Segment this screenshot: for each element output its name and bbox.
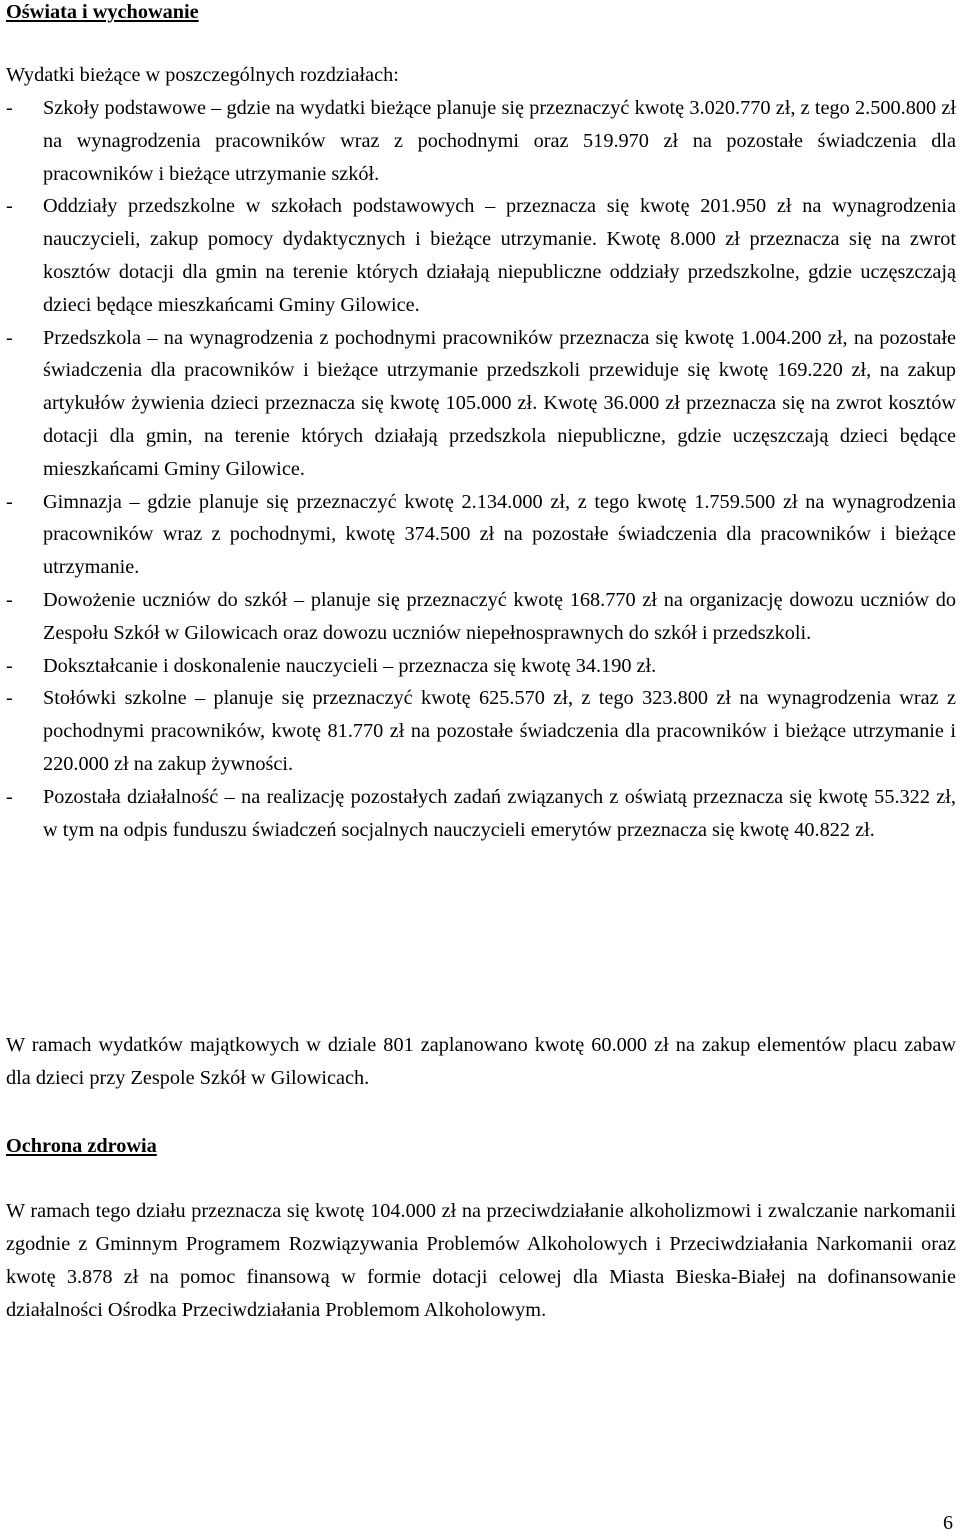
list-dash: - xyxy=(6,588,13,611)
section-heading-health: Ochrona zdrowia xyxy=(6,1135,157,1157)
list-dash: - xyxy=(6,195,13,218)
list-item xyxy=(6,781,956,847)
list-item-text: Pozostała działalność – na realizację pozostałych zadań związanych z oświatą przeznacza się kwotę 55.322 zł, w tym na odpis funduszu świadczeń socjalnych nauczycieli emerytów przeznacza się kwotę 40.822 zł. xyxy=(43,785,956,841)
list-dash: - xyxy=(6,785,13,808)
list-item xyxy=(6,650,956,683)
list-item-text: Przedszkola – na wynagrodzenia z pochodnymi pracowników przeznacza się kwotę 1.004.200 zł, na pozostałe świadczenia dla pracowników i bieżące utrzymanie przedszkoli przewiduje się kwotę 169.220 zł, na zakup artykułów żywienia dzieci przeznacza się kwotę 105.000 zł. Kwotę 36.000 zł przeznacza się na zwrot kosztów dotacji dla gmin, na terenie których działają przedszkola niepubliczne, gdzie uczęszczają dzieci będące mieszkańcami Gminy Gilowice. xyxy=(43,326,956,480)
list-item-text: Szkoły podstawowe – gdzie na wydatki bieżące planuje się przeznaczyć kwotę 3.020.770 zł, z tego 2.500.800 zł na wynagrodzenia pracowników wraz z pochodnymi oraz 519.970 zł na pozostałe świadczenia dla pracowników i bieżące utrzymanie szkół. xyxy=(43,97,956,185)
list-item xyxy=(6,92,956,190)
expenses-intro: Wydatki bieżące w poszczególnych rozdziałach: xyxy=(6,64,399,86)
list-item xyxy=(6,584,956,650)
list-item xyxy=(6,190,956,321)
list-item-text: Oddziały przedszkolne w szkołach podstawowych – przeznacza się kwotę 201.950 zł na wynagrodzenia nauczycieli, zakup pomocy dydaktycznych i bieżące utrzymanie. Kwotę 8.000 zł przeznacza się na zwrot kosztów dotacji dla gmin na terenie których działają niepubliczne oddziały przedszkolne, gdzie uczęszczają dzieci będące mieszkańcami Gminy Gilowice. xyxy=(43,195,956,316)
list-item-text: Dowożenie uczniów do szkół – planuje się przeznaczyć kwotę 168.770 zł na organizację dowozu uczniów do Zespołu Szkół w Gilowicach oraz dowozu uczniów niepełnosprawnych do szkół i przedszkoli. xyxy=(43,588,956,644)
health-paragraph: W ramach tego działu przeznacza się kwotę 104.000 zł na przeciwdziałanie alkoholizmowi i zwalczanie narkomanii zgodnie z Gminnym Programem Rozwiązywania Problemów Alkoholowych i Przeciwdziałania Narkomanii oraz kwotę 3.878 zł na pomoc finansową w formie dotacji celowej dla Miasta Bieska-Białej na dofinansowanie działalności Ośrodka Przeciwdziałania Problemom Alkoholowym. xyxy=(6,1200,956,1321)
section-heading-education: Oświata i wychowanie xyxy=(6,1,199,23)
list-item-text: Dokształcanie i doskonalenie nauczycieli – przeznacza się kwotę 34.190 zł. xyxy=(43,654,657,677)
list-item xyxy=(6,486,956,584)
list-dash: - xyxy=(6,687,13,710)
capital-expenses-paragraph: W ramach wydatków majątkowych w dziale 801 zaplanowano kwotę 60.000 zł na zakup elementów placu zabaw dla dzieci przy Zespole Szkół w Gilowicach. xyxy=(6,1034,956,1089)
list-dash: - xyxy=(6,490,13,513)
list-dash: - xyxy=(6,654,13,677)
list-item-text: Gimnazja – gdzie planuje się przeznaczyć kwotę 2.134.000 zł, z tego kwotę 1.759.500 zł na wynagrodzenia pracowników wraz z pochodnymi, kwotę 374.500 zł na pozostałe świadczenia dla pracowników i bieżące utrzymanie. xyxy=(43,490,956,579)
expenses-list xyxy=(6,92,956,846)
list-dash: - xyxy=(6,326,13,349)
page-number: 6 xyxy=(943,1512,953,1534)
list-item xyxy=(6,682,956,780)
list-item xyxy=(6,322,956,486)
list-item-text: Stołówki szkolne – planuje się przeznaczyć kwotę 625.570 zł, z tego 323.800 zł na wynagrodzenia wraz z pochodnymi pracowników, kwotę 81.770 zł na pozostałe świadczenia dla pracowników i bieżące utrzymanie i 220.000 zł na zakup żywności. xyxy=(43,687,956,775)
list-dash: - xyxy=(6,97,13,119)
